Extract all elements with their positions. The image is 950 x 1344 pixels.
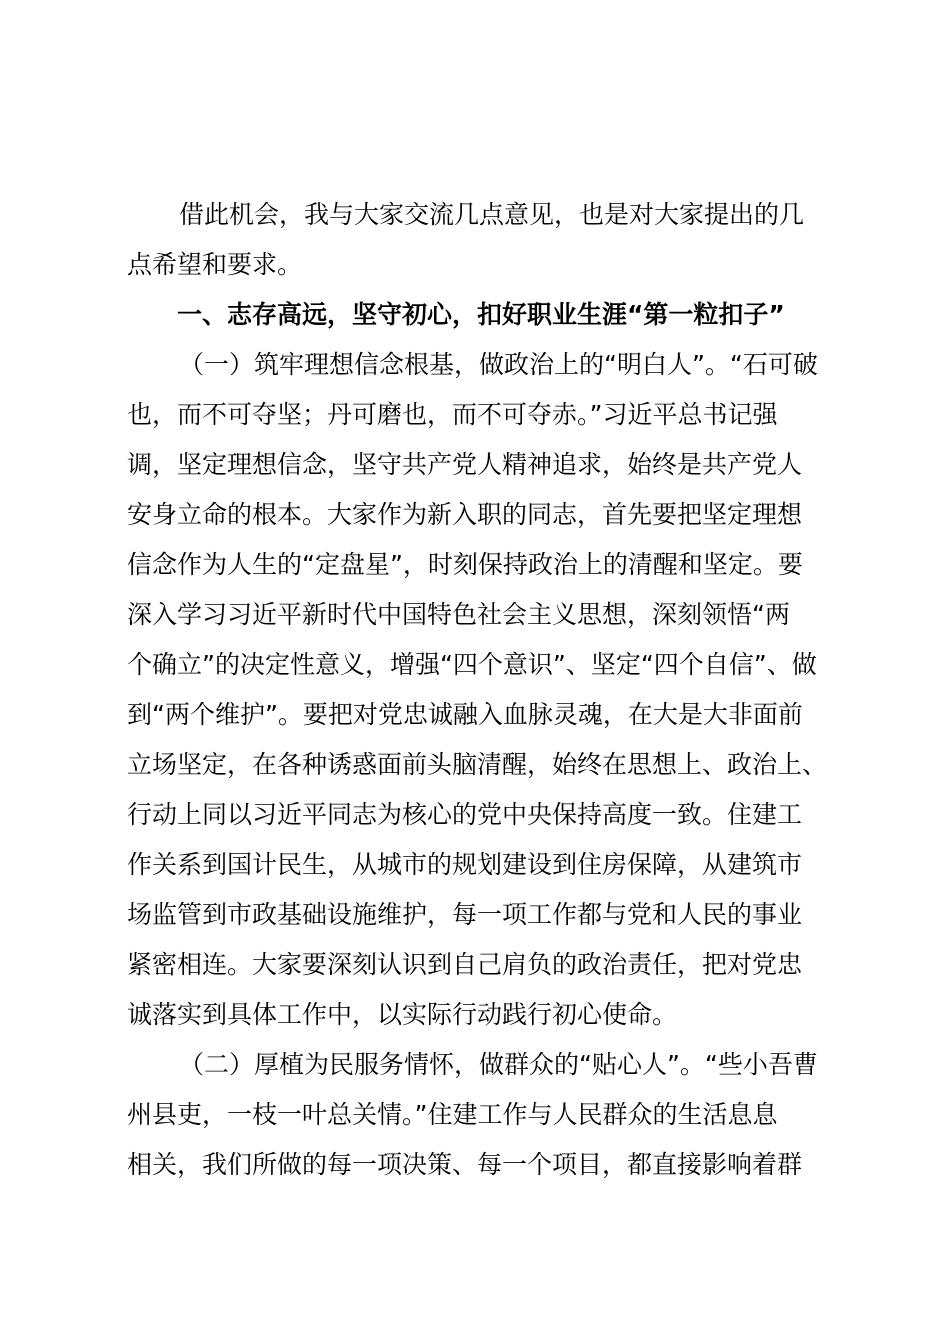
paragraph-1-line-14: 诚落实到具体工作中，以实际行动践行初心使命。 <box>127 1000 678 1029</box>
paragraph-2-line-2: 州县吏，一枝一叶总关情。”住建工作与人民群众的生活息息 <box>127 1100 778 1129</box>
paragraph-2-line-3: 相关，我们所做的每一项决策、每一个项目，都直接影响着群 <box>127 1150 803 1179</box>
paragraph-1-line-8: 到“两个维护”。要把对党忠诚融入血脉灵魂，在大是大非面前 <box>127 700 803 729</box>
document-body <box>127 190 827 1190</box>
paragraph-1-line-6: 深入学习习近平新时代中国特色社会主义思想，深刻领悟“两 <box>127 600 790 629</box>
paragraph-1-line-12: 场监管到市政基础设施维护，每一项工作都与党和人民的事业 <box>127 900 803 929</box>
paragraph-1-line-3: 调，坚定理想信念，坚守共产党人精神追求，始终是共产党人 <box>127 450 803 479</box>
paragraph-1-line-13: 紧密相连。大家要深刻认识到自己肩负的政治责任，把对党忠 <box>127 950 803 979</box>
paragraph-2-line-1: （二）厚植为民服务情怀，做群众的“贴心人”。“些小吾曹 <box>179 1050 818 1079</box>
paragraph-1-line-10: 行动上同以习近平同志为核心的党中央保持高度一致。住建工 <box>127 800 803 829</box>
paragraph-intro-line-2: 点希望和要求。 <box>127 250 303 279</box>
paragraph-1-line-4: 安身立命的根本。大家作为新入职的同志，首先要把坚定理想 <box>127 500 803 529</box>
paragraph-1-line-1: （一）筑牢理想信念根基，做政治上的“明白人”。“石可破 <box>179 350 818 379</box>
paragraph-1-line-2: 也，而不可夺坚；丹可磨也，而不可夺赤。”习近平总书记强 <box>127 400 778 429</box>
paragraph-1-line-7: 个确立”的决定性意义，增强“四个意识”、坚定“四个自信”、做 <box>127 650 817 679</box>
section-heading-1: 一、志存高远，坚守初心，扣好职业生涯“第一粒扣子” <box>177 300 785 329</box>
paragraph-intro-line-1: 借此机会，我与大家交流几点意见，也是对大家提出的几 <box>179 200 805 229</box>
paragraph-1-line-11: 作关系到国计民生，从城市的规划建设到住房保障，从建筑市 <box>127 850 803 879</box>
paragraph-1-line-9: 立场坚定，在各种诱惑面前头脑清醒，始终在思想上、政治上、 <box>127 750 828 779</box>
paragraph-1-line-5: 信念作为人生的“定盘星”，时刻保持政治上的清醒和坚定。要 <box>127 550 803 579</box>
